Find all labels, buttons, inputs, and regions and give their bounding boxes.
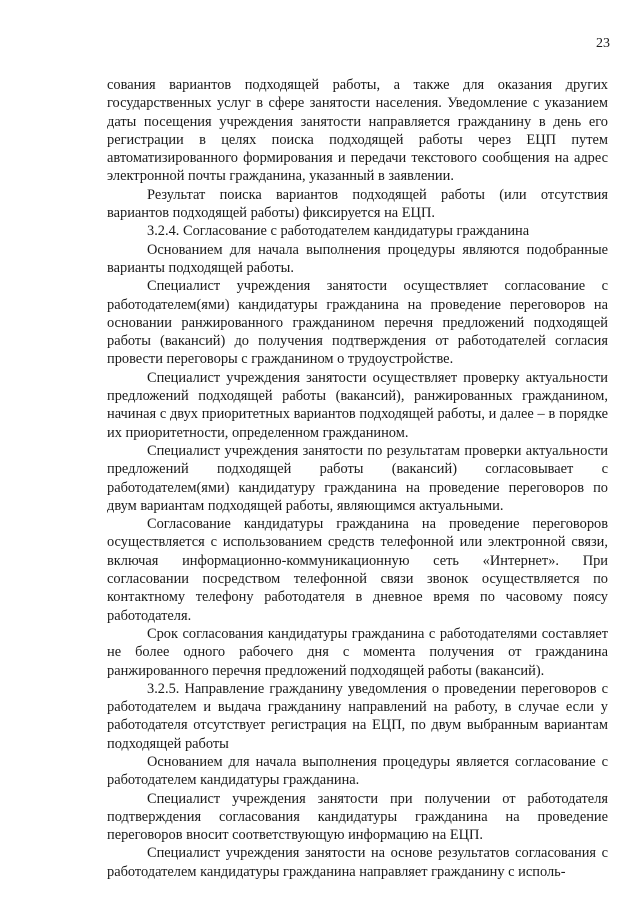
paragraph: Специалист учреждения занятости осуществляет проверку актуальности предложений подходящей работы (вакансий), ранжированных гражданином, начиная с двух приоритетных вариантов подходящей работы, и далее – в порядке их приоритетности, определенном гражданином.: [107, 369, 608, 441]
paragraph: сования вариантов подходящей работы, а также для оказания других государственных услуг в сфере занятости населения. Уведомление с указанием даты посещения учреждения занятости направляется гражданину в день его регистрации в целях поиска подходящей работы через ЕЦП путем автоматизированного формирования и передачи текстового сообщения на адрес электронной почты гражданина, указанный в заявлении.: [107, 77, 608, 185]
section-heading-3-2-5: 3.2.5. Направление гражданину уведомления о проведении переговоров с работодателем и выдача гражданину направлений на работу, в случае если у работодателя отсутствует регистрация на ЕЦП, по двум выбранным вариантам подходящей работы: [107, 680, 608, 752]
paragraph: Результат поиска вариантов подходящей работы (или отсутствия вариантов подходящей работы) фиксируется на ЕЦП.: [107, 186, 608, 222]
page-number: 23: [596, 36, 610, 51]
paragraph: Основанием для начала выполнения процедуры являются подобранные варианты подходящей работы.: [107, 241, 608, 276]
paragraph: Срок согласования кандидатуры гражданина с работодателями составляет не более одного рабочего дня с момента получения от гражданина ранжированного перечня предложений подходящей работы (вакансий).: [107, 625, 608, 679]
paragraph: Специалист учреждения занятости осуществляет согласование с работодателем(ями) кандидатуры гражданина на проведение переговоров на основании ранжированного гражданином перечня предложений подходящей работы (вакансий) до получения подтверждения от работодателей согласия провести переговоры с гражданином о трудоустройстве.: [107, 278, 608, 368]
body-text: [107, 76, 608, 881]
paragraph: Специалист учреждения занятости при получении от работодателя подтверждения согласования кандидатуры гражданина на проведение переговоров вносит соответствующую информацию на ЕЦП.: [107, 790, 608, 844]
section-heading-3-2-4: 3.2.4. Согласование с работодателем кандидатуры гражданина: [147, 223, 530, 240]
paragraph: Согласование кандидатуры гражданина на проведение переговоров осуществляется с использованием средств телефонной или электронной связи, включая информационно-коммуникационную сеть «Интернет». При согласовании посредством телефонной связи звонок осуществляется по контактному телефону работодателя в дневное время по часовому поясу работодателя.: [107, 516, 608, 624]
paragraph: Основанием для начала выполнения процедуры является согласование с работодателем кандидатуры гражданина.: [107, 753, 608, 789]
paragraph: Специалист учреждения занятости на основе результатов согласования с работодателем кандидатуры гражданина направляет гражданину с исполь-: [107, 845, 608, 880]
paragraph: Специалист учреждения занятости по результатам проверки актуальности предложений подходящей работы (вакансий) согласовывает с работодателем(ями) кандидатуру гражданина на проведение переговоров по двум вариантам подходящей работы, являющимся актуальными.: [107, 442, 608, 514]
